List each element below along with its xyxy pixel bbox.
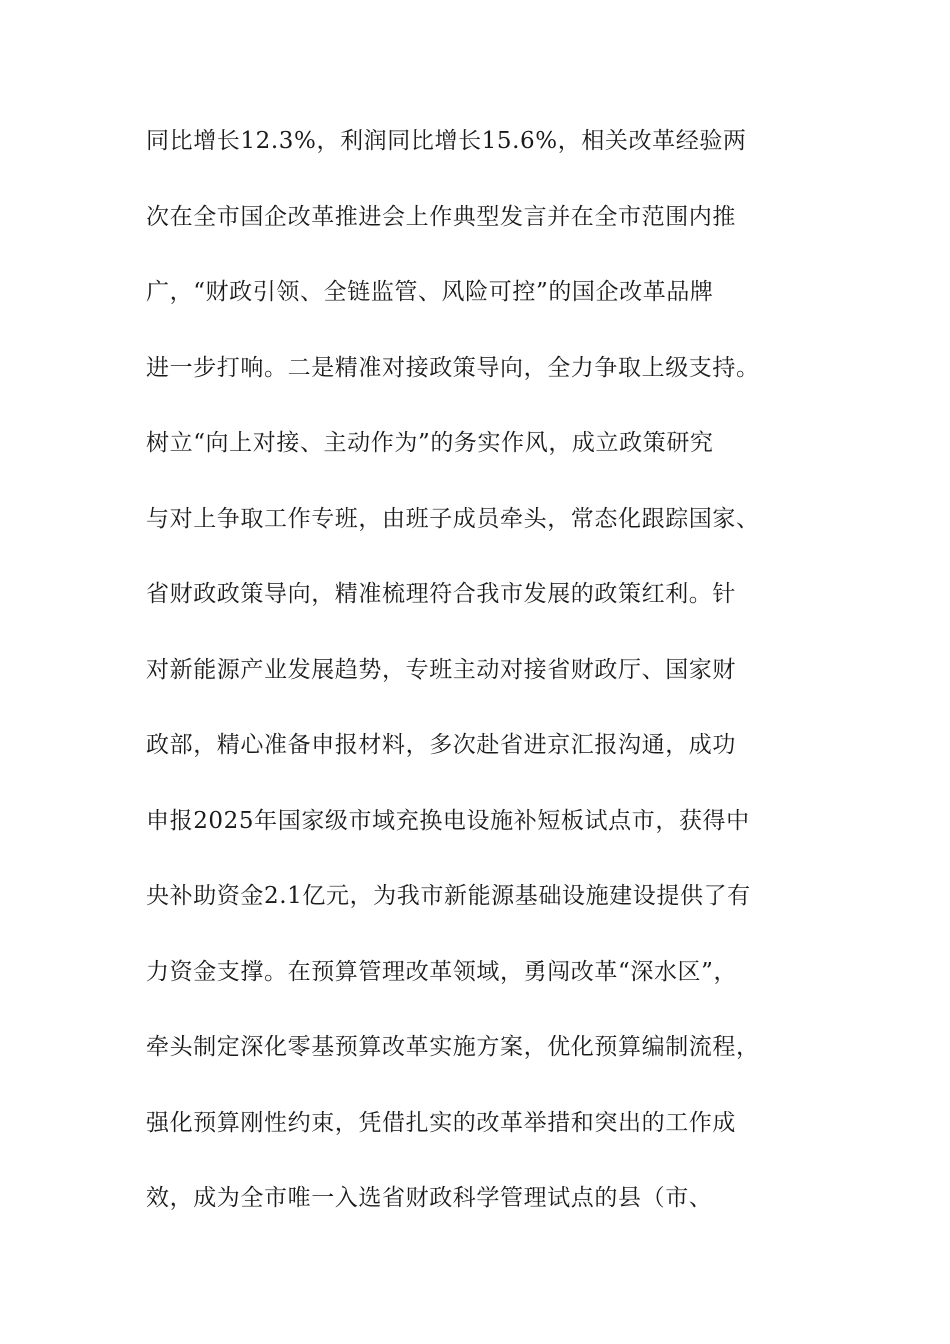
text-line: 央补助资金2.1亿元，为我市新能源基础设施建设提供了有 xyxy=(146,883,751,909)
body-paragraph xyxy=(146,118,816,1251)
text-line: 效，成为全市唯一入选省财政科学管理试点的县（市、 xyxy=(146,1185,713,1211)
text-line: 申报2025年国家级市域充换电设施补短板试点市，获得中 xyxy=(146,807,750,834)
text-line: 牵头制定深化零基预算改革实施方案，优化预算编制流程， xyxy=(146,1034,760,1060)
text-line: 同比增长12.3%，利润同比增长15.6%，相关改革经验两 xyxy=(146,128,747,154)
text-line: 进一步打响。二是精准对接政策导向，全力争取上级支持。 xyxy=(146,354,760,381)
text-line: 对新能源产业发展趋势，专班主动对接省财政厅、国家财 xyxy=(146,656,736,683)
text-line: 树立“向上对接、主动作为”的务实作风，成立政策研究 xyxy=(146,430,714,456)
text-line: 政部，精心准备申报材料，多次赴省进京汇报沟通，成功 xyxy=(146,732,736,758)
text-line: 力资金支撑。在预算管理改革领域，勇闯改革“深水区”， xyxy=(146,958,738,985)
text-line: 强化预算刚性约束，凭借扎实的改革举措和突出的工作成 xyxy=(146,1109,736,1136)
text-line: 省财政政策导向，精准梳理符合我市发展的政策红利。针 xyxy=(146,581,736,607)
text-line: 次在全市国企改革推进会上作典型发言并在全市范围内推 xyxy=(146,203,736,230)
text-line: 广，“财政引领、全链监管、风险可控”的国企改革品牌 xyxy=(146,279,714,305)
text-line: 与对上争取工作专班，由班子成员牵头，常态化跟踪国家、 xyxy=(146,505,760,532)
